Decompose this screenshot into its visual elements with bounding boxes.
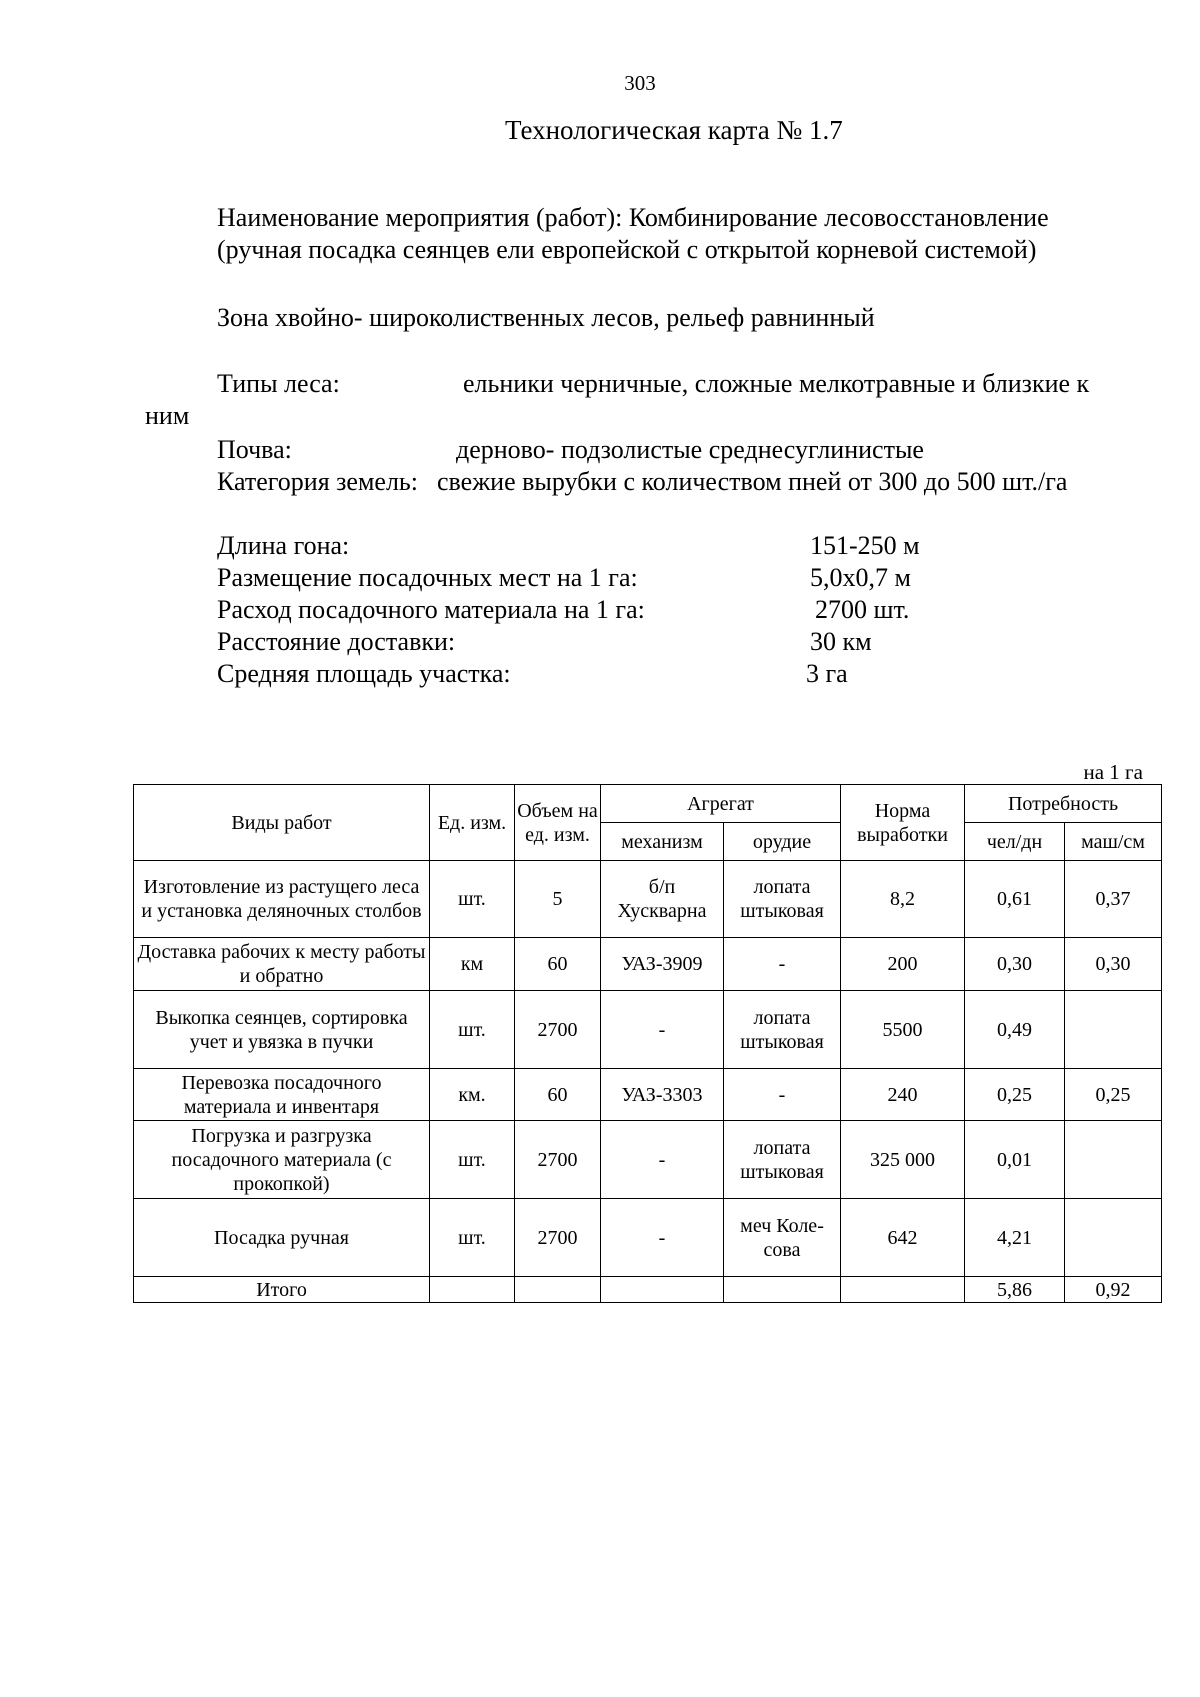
table-row bbox=[134, 1121, 1162, 1199]
cell-machine-shifts bbox=[1065, 1121, 1162, 1199]
empty-cell bbox=[430, 1277, 515, 1303]
cell-man-days: 0,61 bbox=[965, 861, 1065, 938]
cell-machine-shifts: 0,25 bbox=[1065, 1069, 1162, 1121]
cell-tool: - bbox=[724, 938, 841, 991]
activity-line-1: Наименование мероприятия (работ): Комбинирование лесовосстановление bbox=[217, 203, 1049, 232]
cell-work: Выкопка сеянцев, сортировка учет и увязка в пучки bbox=[134, 991, 430, 1069]
param-value: 151-250 м bbox=[810, 531, 920, 560]
empty-cell bbox=[724, 1277, 841, 1303]
cell-volume: 2700 bbox=[515, 991, 601, 1069]
param-label: Длина гона: bbox=[217, 531, 350, 560]
param-label: Размещение посадочных мест на 1 га: bbox=[217, 563, 638, 592]
total-machine-shifts: 0,92 bbox=[1065, 1277, 1162, 1303]
cell-norm: 8,2 bbox=[841, 861, 965, 938]
cell-volume: 2700 bbox=[515, 1121, 601, 1199]
param-label: Средняя площадь участка: bbox=[217, 659, 511, 688]
forest-types-label: Типы леса: bbox=[217, 369, 340, 398]
table-row bbox=[134, 991, 1162, 1069]
cell-mechanism: - bbox=[601, 991, 724, 1069]
cell-man-days: 0,01 bbox=[965, 1121, 1065, 1199]
page-number: 303 bbox=[624, 71, 656, 95]
cell-mechanism: б/п Хускварна bbox=[601, 861, 724, 938]
cell-mechanism: УАЗ-3303 bbox=[601, 1069, 724, 1121]
cell-volume: 60 bbox=[515, 1069, 601, 1121]
cell-unit: шт. bbox=[430, 861, 515, 938]
cell-machine-shifts bbox=[1065, 991, 1162, 1069]
cell-work: Перевозка посадочного материала и инвентаря bbox=[134, 1069, 430, 1121]
empty-cell bbox=[841, 1277, 965, 1303]
land-category-label: Категория земель: bbox=[217, 467, 419, 496]
total-row bbox=[134, 1277, 1162, 1303]
total-man-days: 5,86 bbox=[965, 1277, 1065, 1303]
header-row bbox=[134, 785, 1162, 823]
header-tool: орудие bbox=[724, 823, 841, 861]
table-row bbox=[134, 1199, 1162, 1277]
soil-label: Почва: bbox=[217, 435, 292, 464]
cell-tool: - bbox=[724, 1069, 841, 1121]
cell-work: Доставка рабочих к месту работы и обратно bbox=[134, 938, 430, 991]
cell-mechanism: - bbox=[601, 1199, 724, 1277]
header-need: Потребность bbox=[965, 785, 1162, 823]
cell-mechanism: - bbox=[601, 1121, 724, 1199]
param-value: 30 км bbox=[810, 627, 872, 656]
work-table bbox=[133, 784, 1162, 1303]
param-value: 2700 шт. bbox=[815, 595, 910, 624]
cell-norm: 200 bbox=[841, 938, 965, 991]
cell-unit: шт. bbox=[430, 1199, 515, 1277]
cell-volume: 5 bbox=[515, 861, 601, 938]
param-label: Расстояние доставки: bbox=[217, 627, 456, 656]
param-value: 3 га bbox=[806, 659, 848, 688]
cell-norm: 240 bbox=[841, 1069, 965, 1121]
cell-tool: меч Коле-сова bbox=[724, 1199, 841, 1277]
cell-man-days: 0,49 bbox=[965, 991, 1065, 1069]
cell-tool: лопата штыковая bbox=[724, 861, 841, 938]
cell-work: Погрузка и разгрузка посадочного материала (с прокопкой) bbox=[134, 1121, 430, 1199]
header-volume: Объем на ед. изм. bbox=[515, 785, 601, 861]
cell-unit: шт. bbox=[430, 991, 515, 1069]
cell-mechanism: УАЗ-3909 bbox=[601, 938, 724, 991]
cell-man-days: 0,30 bbox=[965, 938, 1065, 991]
cell-machine-shifts bbox=[1065, 1199, 1162, 1277]
total-label: Итого bbox=[134, 1277, 430, 1303]
header-aggregate: Агрегат bbox=[601, 785, 841, 823]
cell-unit: шт. bbox=[430, 1121, 515, 1199]
header-man-days: чел/дн bbox=[965, 823, 1065, 861]
soil-value: дерново- подзолистые среднесуглинистые bbox=[456, 435, 924, 464]
cell-norm: 325 000 bbox=[841, 1121, 965, 1199]
forest-types-continuation: ним bbox=[145, 401, 190, 430]
cell-volume: 60 bbox=[515, 938, 601, 991]
param-value: 5,0х0,7 м bbox=[810, 563, 911, 592]
activity-line-2: (ручная посадка сеянцев ели европейской с открытой корневой системой) bbox=[217, 235, 1037, 264]
header-unit: Ед. изм. bbox=[430, 785, 515, 861]
cell-norm: 642 bbox=[841, 1199, 965, 1277]
zone-text: Зона хвойно- широколиственных лесов, рельеф равнинный bbox=[217, 303, 875, 332]
cell-man-days: 0,25 bbox=[965, 1069, 1065, 1121]
cell-machine-shifts: 0,30 bbox=[1065, 938, 1162, 991]
table-row bbox=[134, 1069, 1162, 1121]
forest-types-value: ельники черничные, сложные мелкотравные и близкие к bbox=[463, 369, 1090, 398]
header-work: Виды работ bbox=[134, 785, 430, 861]
cell-tool: лопата штыковая bbox=[724, 1121, 841, 1199]
cell-unit: км. bbox=[430, 1069, 515, 1121]
unit-note: на 1 га bbox=[1083, 760, 1143, 784]
cell-work: Посадка ручная bbox=[134, 1199, 430, 1277]
empty-cell bbox=[515, 1277, 601, 1303]
cell-machine-shifts: 0,37 bbox=[1065, 861, 1162, 938]
land-category-value: свежие вырубки с количеством пней от 300 до 500 шт./га bbox=[437, 467, 1068, 496]
cell-man-days: 4,21 bbox=[965, 1199, 1065, 1277]
empty-cell bbox=[601, 1277, 724, 1303]
param-label: Расход посадочного материала на 1 га: bbox=[217, 595, 645, 624]
cell-norm: 5500 bbox=[841, 991, 965, 1069]
header-mechanism: механизм bbox=[601, 823, 724, 861]
header-machine-shifts: маш/см bbox=[1065, 823, 1162, 861]
document-title: Технологическая карта № 1.7 bbox=[505, 115, 843, 145]
header-norm: Норма выработки bbox=[841, 785, 965, 861]
cell-tool: лопата штыковая bbox=[724, 991, 841, 1069]
cell-volume: 2700 bbox=[515, 1199, 601, 1277]
table-row bbox=[134, 861, 1162, 938]
cell-unit: км bbox=[430, 938, 515, 991]
cell-work: Изготовление из растущего леса и установка деляночных столбов bbox=[134, 861, 430, 938]
table-row bbox=[134, 938, 1162, 991]
